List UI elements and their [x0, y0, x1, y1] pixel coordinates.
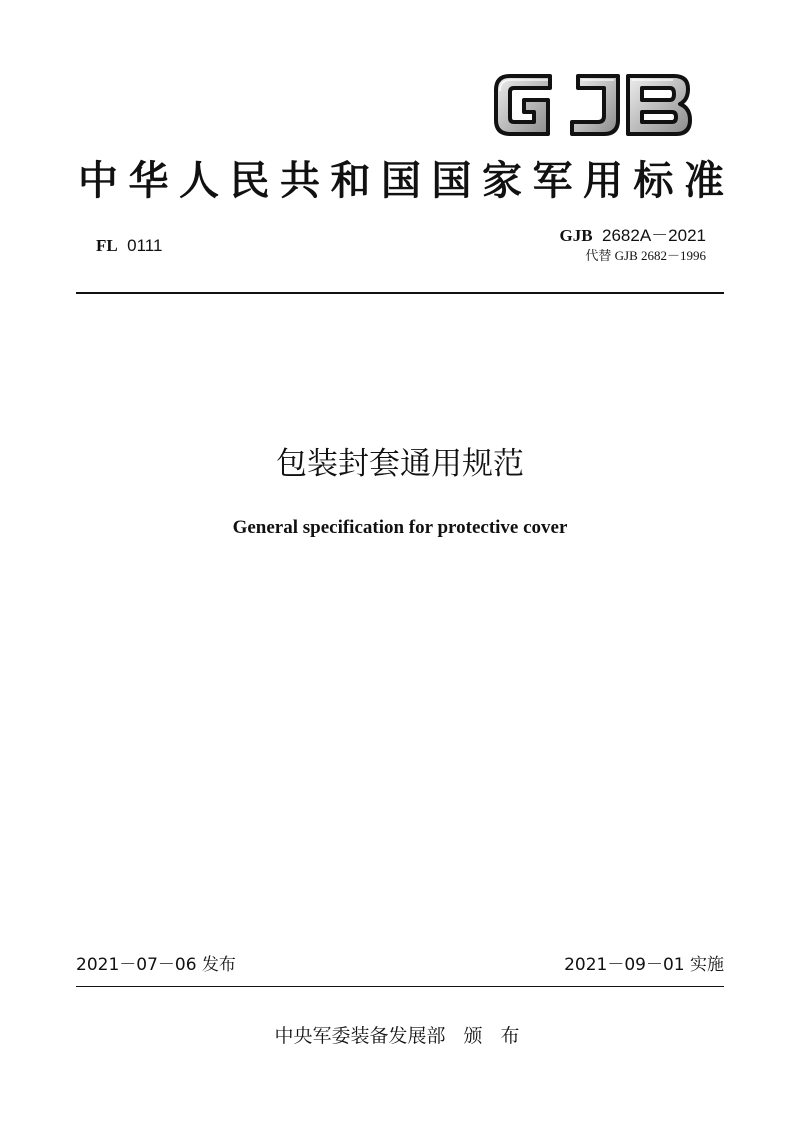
implementation-date: 2021－09－01 实施 — [564, 955, 724, 975]
standard-number-code: 2682A－2021 — [602, 226, 706, 245]
issuer-organization: 中央军委装备发展部 — [274, 1025, 446, 1047]
standard-number-prefix: GJB — [559, 226, 593, 245]
top-divider — [76, 292, 724, 294]
gjb-logo — [490, 62, 696, 146]
bottom-divider — [76, 986, 724, 987]
classification-code — [96, 236, 162, 256]
standard-number — [560, 226, 706, 246]
issuer-action: 颁 布 — [463, 1025, 526, 1047]
standard-type-heading: 中华人民共和国国家军用标准 — [78, 158, 724, 204]
classification-prefix: FL — [96, 236, 118, 255]
classification-number: 0111 — [127, 236, 163, 255]
document-title-chinese: 包装封套通用规范 — [276, 446, 524, 482]
issue-date: 2021－07－06 发布 — [76, 955, 236, 975]
document-title-english: General specification for protective cover — [232, 517, 568, 538]
issuing-authority — [0, 1024, 800, 1048]
replaces-note: 代替 GJB 2682－1996 — [585, 248, 706, 263]
